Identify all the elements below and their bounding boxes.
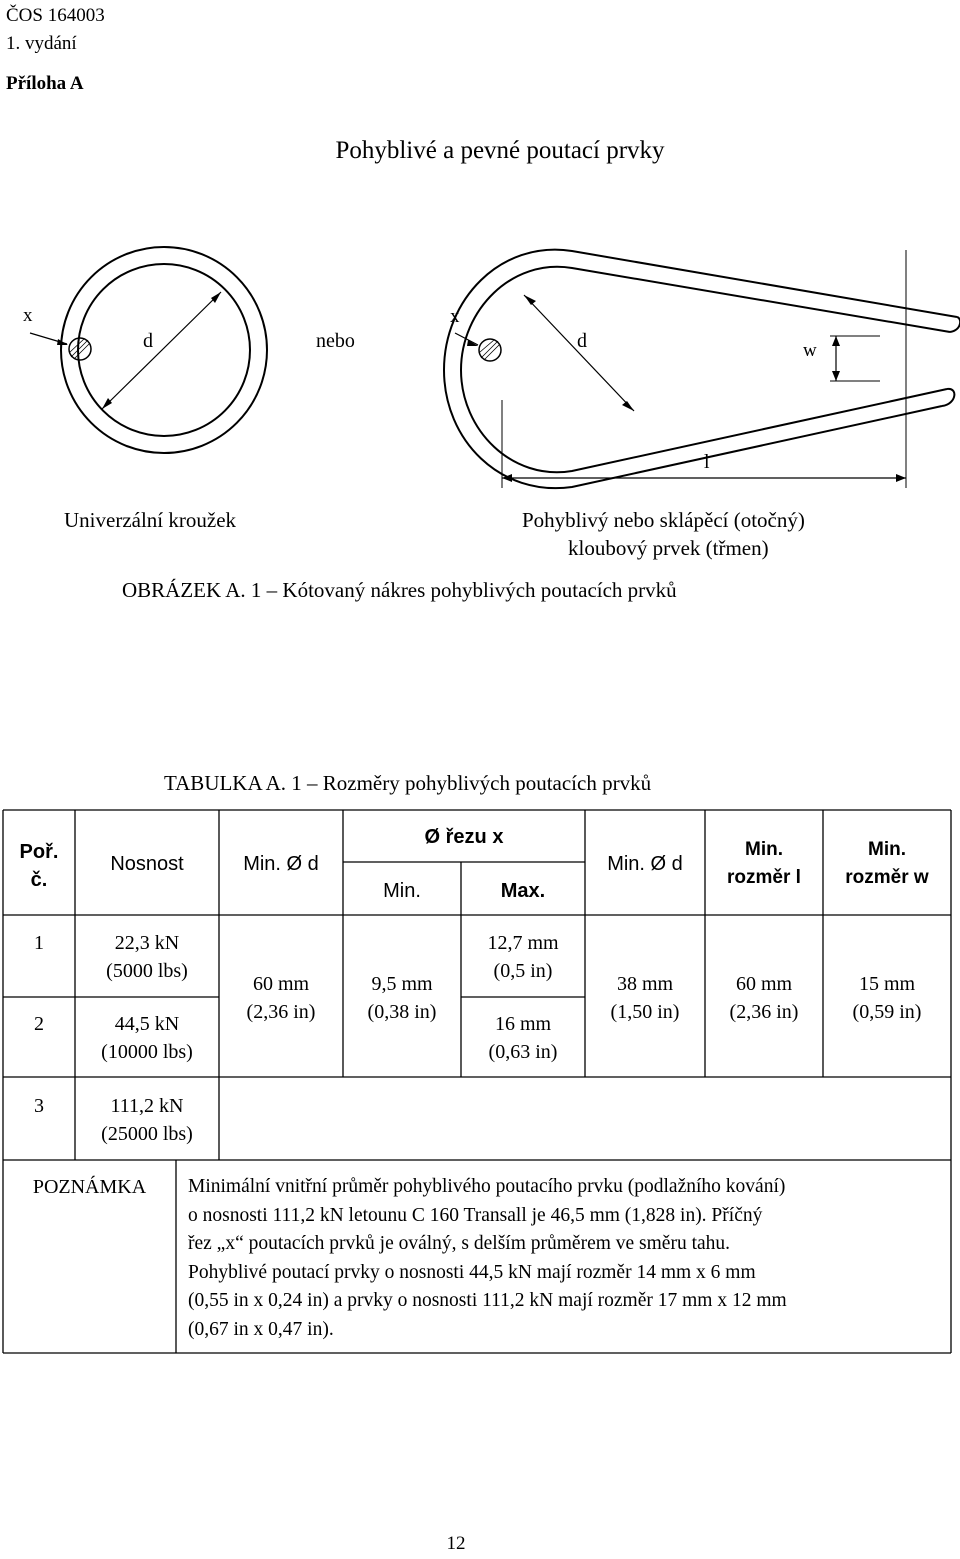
value-min-d-2: 38 mm (1,50 in) [610,973,680,1023]
value-rez-min: 9,5 mm (0,38 in) [367,973,437,1023]
header-rozmer-w: Min. rozměr w [845,839,929,888]
caption-ring: Univerzální kroužek [64,508,237,532]
svg-text:x: x [450,306,460,327]
table-caption: TABULKA A. 1 – Rozměry pohyblivých poutacích prvků [164,771,652,795]
edition: 1. vydání [6,33,77,54]
header-min-d-1: Min. Ø d [243,853,319,875]
row-2-number: 2 [34,1013,44,1035]
value-rozmer-l: 60 mm (2,36 in) [729,973,799,1023]
row-1-number: 1 [34,932,44,954]
row-3-number: 3 [34,1095,44,1117]
document-id: ČOS 164003 [6,5,105,26]
page-title: Pohyblivé a pevné poutací prvky [335,137,665,164]
header-rez-max: Max. [500,880,546,902]
header-nosnost: Nosnost [110,853,184,875]
svg-text:d: d [143,330,153,352]
header-rozmer-l: Min. rozměr l [727,839,801,888]
header-por: Poř. č. [19,841,59,891]
header-min-d-2: Min. Ø d [607,853,683,875]
svg-text:nebo: nebo [316,330,355,352]
value-rozmer-w: 15 mm (0,59 in) [852,973,922,1023]
note-text: Minimální vnitřní průměr pohyblivého poutacího prvku (podlažního kování) o nosnosti 111,2 kN letounu C 160 Transall je 46,5 mm (1,828 in). Příčný řez „x“ poutacích prvků je oválný, s delším průměrem ve směru tahu. Pohyblivé poutací prvky o nosnosti 44,5 kN mají rozměr 14 mm x 6 mm (0,55 in x 0,24 in) a prvky o nosnosti 111,2 kN mají rozměr 17 mm x 12 mm (0,67 in x 0,47 in). [188,1176,787,1340]
annex-label: Příloha A [6,73,84,94]
note-label: POZNÁMKA [32,1176,147,1198]
figure-caption: OBRÁZEK A. 1 – Kótovaný nákres pohyblivých poutacích prvků [122,578,677,602]
value-rez-max-a: 12,7 mm (0,5 in) [487,932,559,982]
svg-text:x: x [23,305,33,326]
svg-text:w: w [803,340,817,361]
header-rez-min: Min. [383,880,421,902]
value-rez-max-b: 16 mm (0,63 in) [488,1013,558,1063]
row-2-load: 44,5 kN (10000 lbs) [101,1013,193,1063]
page-number: 12 [446,1533,466,1554]
value-min-d-1: 60 mm (2,36 in) [246,973,316,1023]
row-3-load: 111,2 kN (25000 lbs) [101,1095,193,1145]
caption-shackle-2: kloubový prvek (třmen) [568,536,769,560]
row-1-load: 22,3 kN (5000 lbs) [106,932,188,982]
caption-shackle-1: Pohyblivý nebo sklápěcí (otočný) [522,508,805,532]
svg-text:l: l [704,451,710,473]
header-rez: Ø řezu x [424,826,504,848]
svg-text:d: d [577,330,587,352]
